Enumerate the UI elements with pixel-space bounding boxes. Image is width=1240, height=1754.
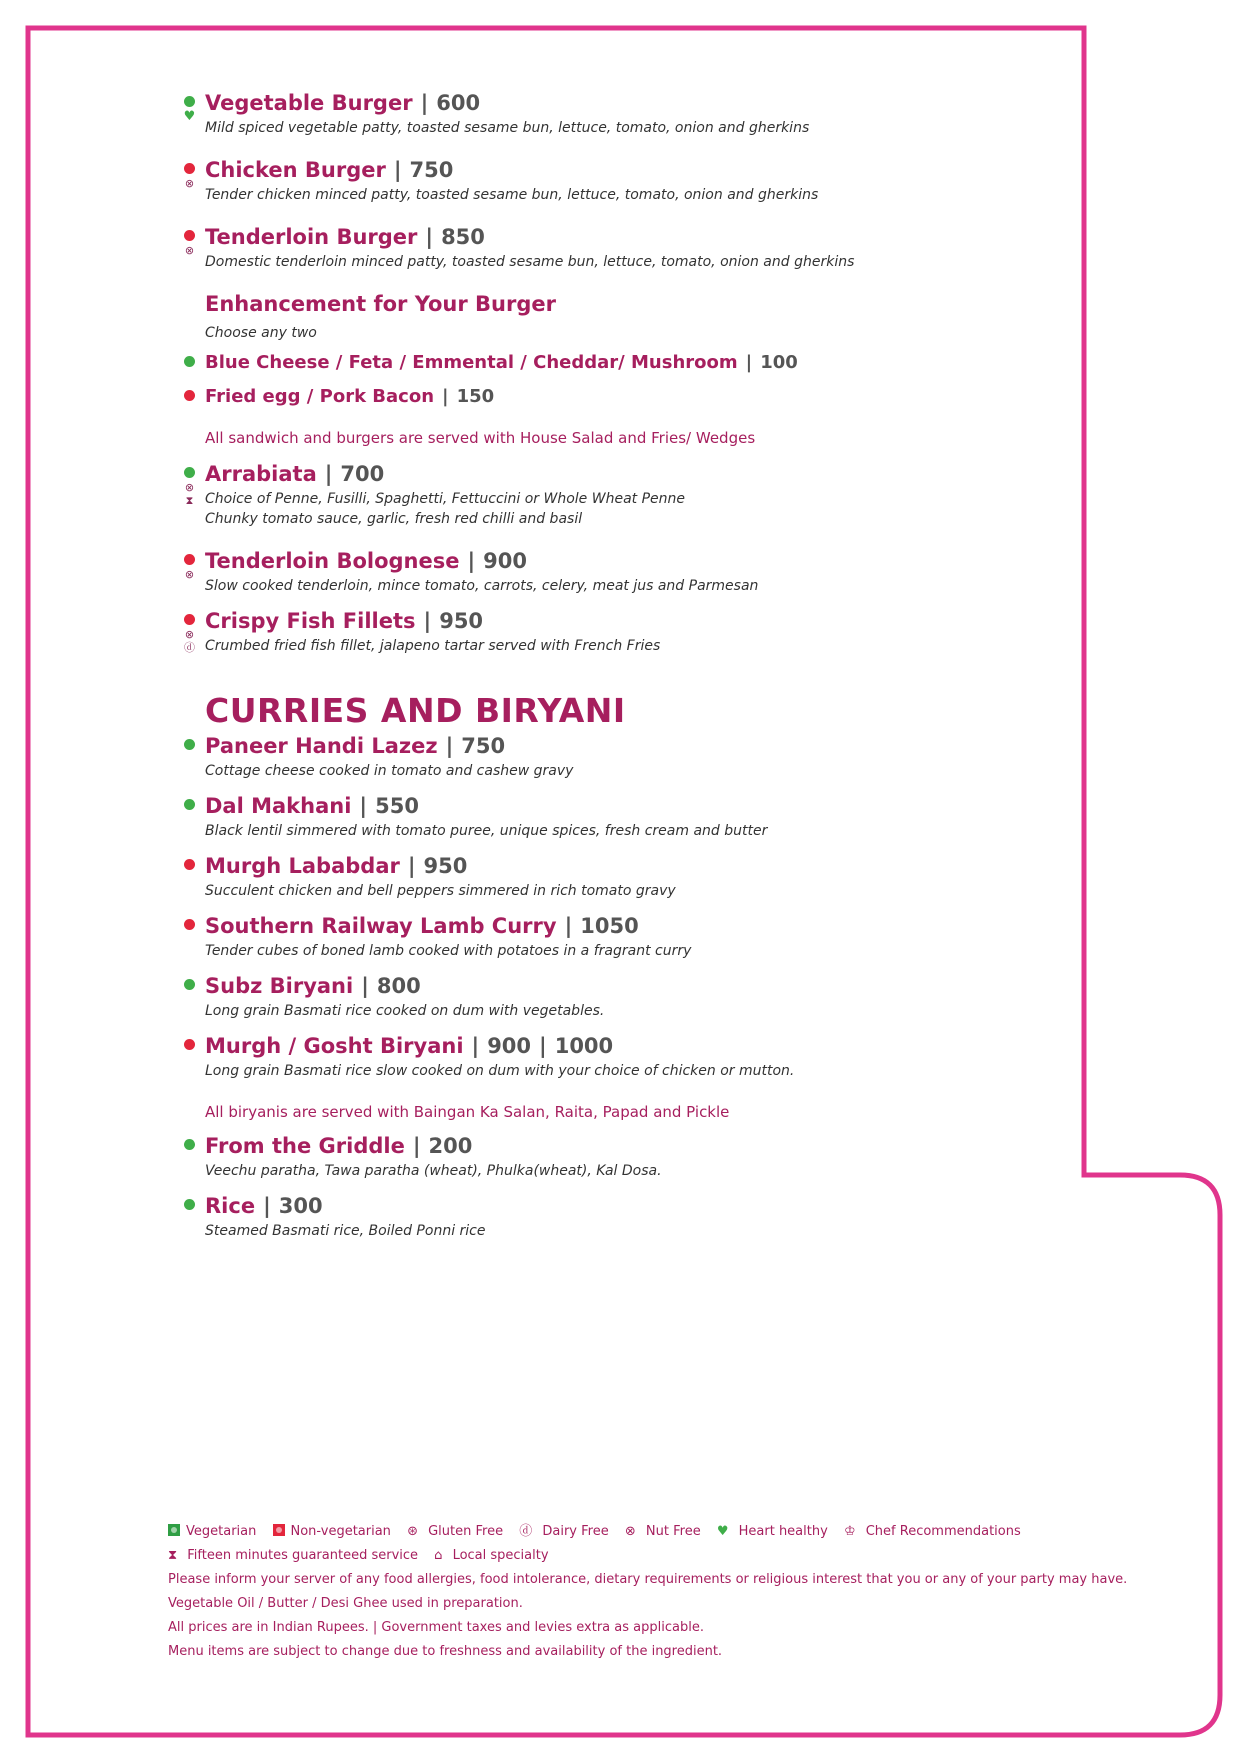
separator: |: [361, 974, 369, 998]
menu-item: [184, 459, 1165, 546]
legend: [168, 1520, 1168, 1544]
item-description: Veechu paratha, Tawa paratha (wheat), Phulka(wheat), Kal Dosa.: [205, 1163, 662, 1179]
menu-item: [184, 546, 1165, 606]
non-veg-icon: [184, 614, 195, 625]
enhancement-option: [205, 349, 1165, 383]
option-name: Blue Cheese / Feta / Emmental / Cheddar/ Mushroom: [205, 352, 738, 373]
heart-icon: ♥: [716, 1524, 733, 1539]
item-name: Paneer Handi Lazez: [205, 734, 438, 758]
item-name: Dal Makhani: [205, 794, 352, 818]
item-description: Domestic tenderloin minced patty, toasted sesame bun, lettuce, tomato, onion and gherkins: [205, 254, 855, 270]
nut-free-icon: ⊗: [184, 568, 195, 581]
non-veg-icon: [184, 859, 195, 870]
gluten-free-icon: ⊛: [407, 1524, 423, 1539]
option-price: 150: [456, 386, 495, 407]
item-name: Vegetable Burger: [205, 91, 413, 115]
item-name: Murgh / Gosht Biryani: [205, 1034, 464, 1058]
item-name: Crispy Fish Fillets: [205, 609, 416, 633]
separator: |: [412, 1134, 421, 1158]
enhancement-option: [205, 383, 1165, 427]
legend-non-vegetarian: Non-vegetarian: [273, 1524, 397, 1539]
separator: |: [359, 794, 368, 818]
separator: |: [445, 734, 454, 758]
menu-content: [183, 88, 1165, 1251]
price-note: All prices are in Indian Rupees. | Government taxes and levies extra as applicable.: [168, 1620, 704, 1635]
footer: [168, 1520, 1168, 1664]
separator: |: [564, 914, 573, 938]
veg-icon: [184, 739, 195, 750]
separator: |: [420, 91, 429, 115]
veg-icon: [184, 1139, 195, 1150]
dairy-free-icon: ⓓ: [519, 1524, 537, 1539]
item-name: Southern Railway Lamb Curry: [205, 914, 557, 938]
separator: |: [423, 609, 432, 633]
menu-item: [205, 1131, 1165, 1191]
menu-item: [184, 155, 1165, 222]
legend-local: ⌂ Local specialty: [434, 1548, 549, 1563]
legend-vegetarian: Vegetarian: [168, 1524, 262, 1539]
non-veg-icon: [184, 554, 195, 565]
item-name: Tenderloin Bolognese: [205, 549, 460, 573]
option-name: Fried egg / Pork Bacon: [205, 386, 435, 407]
biryani-note: All biryanis are served with Baingan Ka Salan, Raita, Papad and Pickle: [205, 1103, 730, 1121]
veg-icon: [184, 799, 195, 810]
legend-chef: ♔ Chef Recommendations: [843, 1524, 1021, 1539]
legend-nut-free: ⊗ Nut Free: [624, 1524, 701, 1539]
veg-icon: [184, 96, 195, 107]
non-veg-icon: [184, 163, 195, 174]
local-specialty-icon: ⌂: [434, 1548, 447, 1563]
item-price: 300: [278, 1194, 323, 1218]
item-description: Long grain Basmati rice slow cooked on dum with your choice of chicken or mutton.: [205, 1063, 795, 1079]
item-name: Tenderloin Burger: [205, 225, 418, 249]
nut-free-icon: ⊗: [184, 244, 195, 257]
enhancement-subtitle: Choose any two: [205, 325, 317, 341]
legend-row-2: [168, 1544, 1168, 1568]
separator: |: [393, 158, 402, 182]
item-price: 750: [461, 734, 506, 758]
item-name: From the Griddle: [205, 1134, 405, 1158]
item-name: Chicken Burger: [205, 158, 386, 182]
item-price: 950: [423, 854, 468, 878]
dairy-free-icon: ⓓ: [184, 641, 195, 654]
legend-fifteen: ⧗ Fifteen minutes guaranteed service: [168, 1548, 419, 1563]
item-price: 750: [409, 158, 454, 182]
item-name: Rice: [205, 1194, 256, 1218]
item-price: 600: [436, 91, 481, 115]
item-price: 800: [376, 974, 421, 998]
nut-free-icon: ⊗: [624, 1524, 640, 1539]
menu-item: [205, 851, 1165, 911]
veg-icon: [184, 1199, 195, 1210]
item-price: 700: [340, 462, 385, 486]
separator: |: [539, 1034, 547, 1058]
menu-item: [205, 1031, 1165, 1093]
oil-note: Vegetable Oil / Butter / Desi Ghee used in preparation.: [168, 1596, 523, 1611]
item-price-2: 1000: [554, 1034, 614, 1058]
veg-icon: [184, 979, 195, 990]
item-description: Black lentil simmered with tomato puree, unique spices, fresh cream and butter: [205, 823, 768, 839]
chef-hat-icon: ♔: [843, 1524, 860, 1539]
separator: |: [471, 1034, 480, 1058]
item-price: 850: [441, 225, 485, 249]
item-description: Steamed Basmati rice, Boiled Ponni rice: [205, 1223, 486, 1239]
item-description: Slow cooked tenderloin, mince tomato, carrots, celery, meat jus and Parmesan: [205, 578, 759, 594]
menu-item: [184, 222, 1165, 289]
nut-free-icon: ⊗: [184, 628, 195, 641]
legend-gluten-free: ⊛ Gluten Free: [407, 1524, 504, 1539]
separator: |: [442, 386, 449, 407]
item-description: Cottage cheese cooked in tomato and cashew gravy: [205, 763, 574, 779]
menu-item: [205, 731, 1165, 791]
item-description-2: Chunky tomato sauce, garlic, fresh red chilli and basil: [205, 511, 583, 527]
item-description: Long grain Basmati rice cooked on dum with vegetables.: [205, 1003, 605, 1019]
item-description: Tender cubes of boned lamb cooked with potatoes in a fragrant curry: [205, 943, 692, 959]
menu-item: [205, 911, 1165, 971]
item-price: 900: [483, 549, 527, 573]
item-description: Succulent chicken and bell peppers simmered in rich tomato gravy: [205, 883, 676, 899]
veg-icon: [184, 467, 195, 478]
menu-item: [205, 1191, 1165, 1251]
hourglass-icon: ⧗: [168, 1548, 182, 1563]
separator: |: [324, 462, 333, 486]
nut-free-icon: ⊗: [184, 177, 195, 190]
item-price: 950: [439, 609, 484, 633]
allergy-note: Please inform your server of any food allergies, food intolerance, dietary requirements or religious interest that you or any of your party may have.: [168, 1572, 1128, 1587]
option-price: 100: [760, 352, 798, 373]
nut-free-icon: ⊗: [184, 481, 195, 494]
item-name: Arrabiata: [205, 462, 317, 486]
item-name: Subz Biryani: [205, 974, 354, 998]
legend-heart-healthy: ♥ Heart healthy: [716, 1524, 828, 1539]
section-title: CURRIES AND BIRYANI: [205, 691, 626, 730]
non-veg-icon: [184, 919, 195, 930]
heart-icon: ♥: [183, 109, 196, 124]
menu-item: [184, 606, 1165, 691]
menu-item: [205, 971, 1165, 1031]
menu-item: [205, 791, 1165, 851]
item-name: Murgh Lababdar: [205, 854, 400, 878]
menu-item: [183, 88, 1165, 155]
vegetarian-icon: [168, 1524, 180, 1536]
item-description: Mild spiced vegetable patty, toasted sesame bun, lettuce, tomato, onion and gherkins: [205, 120, 810, 136]
enhancement-title: Enhancement for Your Burger: [205, 292, 556, 316]
legend-dairy-free: ⓓ Dairy Free: [519, 1524, 609, 1539]
non-vegetarian-icon: [273, 1524, 285, 1536]
separator: |: [425, 225, 434, 249]
item-price: 1050: [580, 914, 639, 938]
item-description: Choice of Penne, Fusilli, Spaghetti, Fettuccini or Whole Wheat Penne: [205, 491, 686, 507]
fifteen-minutes-icon: ⧗: [185, 494, 194, 507]
item-description: Tender chicken minced patty, toasted sesame bun, lettuce, tomato, onion and gherkins: [205, 187, 819, 203]
item-price: 200: [428, 1134, 473, 1158]
non-veg-icon: [184, 390, 195, 401]
separator: |: [263, 1194, 271, 1218]
item-price: 550: [375, 794, 419, 818]
separator: |: [745, 352, 753, 373]
separator: |: [407, 854, 416, 878]
non-veg-icon: [184, 230, 195, 241]
change-note: Menu items are subject to change due to freshness and availability of the ingredient.: [168, 1644, 723, 1659]
veg-icon: [184, 356, 195, 367]
non-veg-icon: [184, 1039, 195, 1050]
item-description: Crumbed fried fish fillet, jalapeno tartar served with French Fries: [205, 638, 661, 654]
separator: |: [467, 549, 476, 573]
item-price: 900: [487, 1034, 532, 1058]
burger-note: All sandwich and burgers are served with House Salad and Fries/ Wedges: [205, 429, 756, 447]
